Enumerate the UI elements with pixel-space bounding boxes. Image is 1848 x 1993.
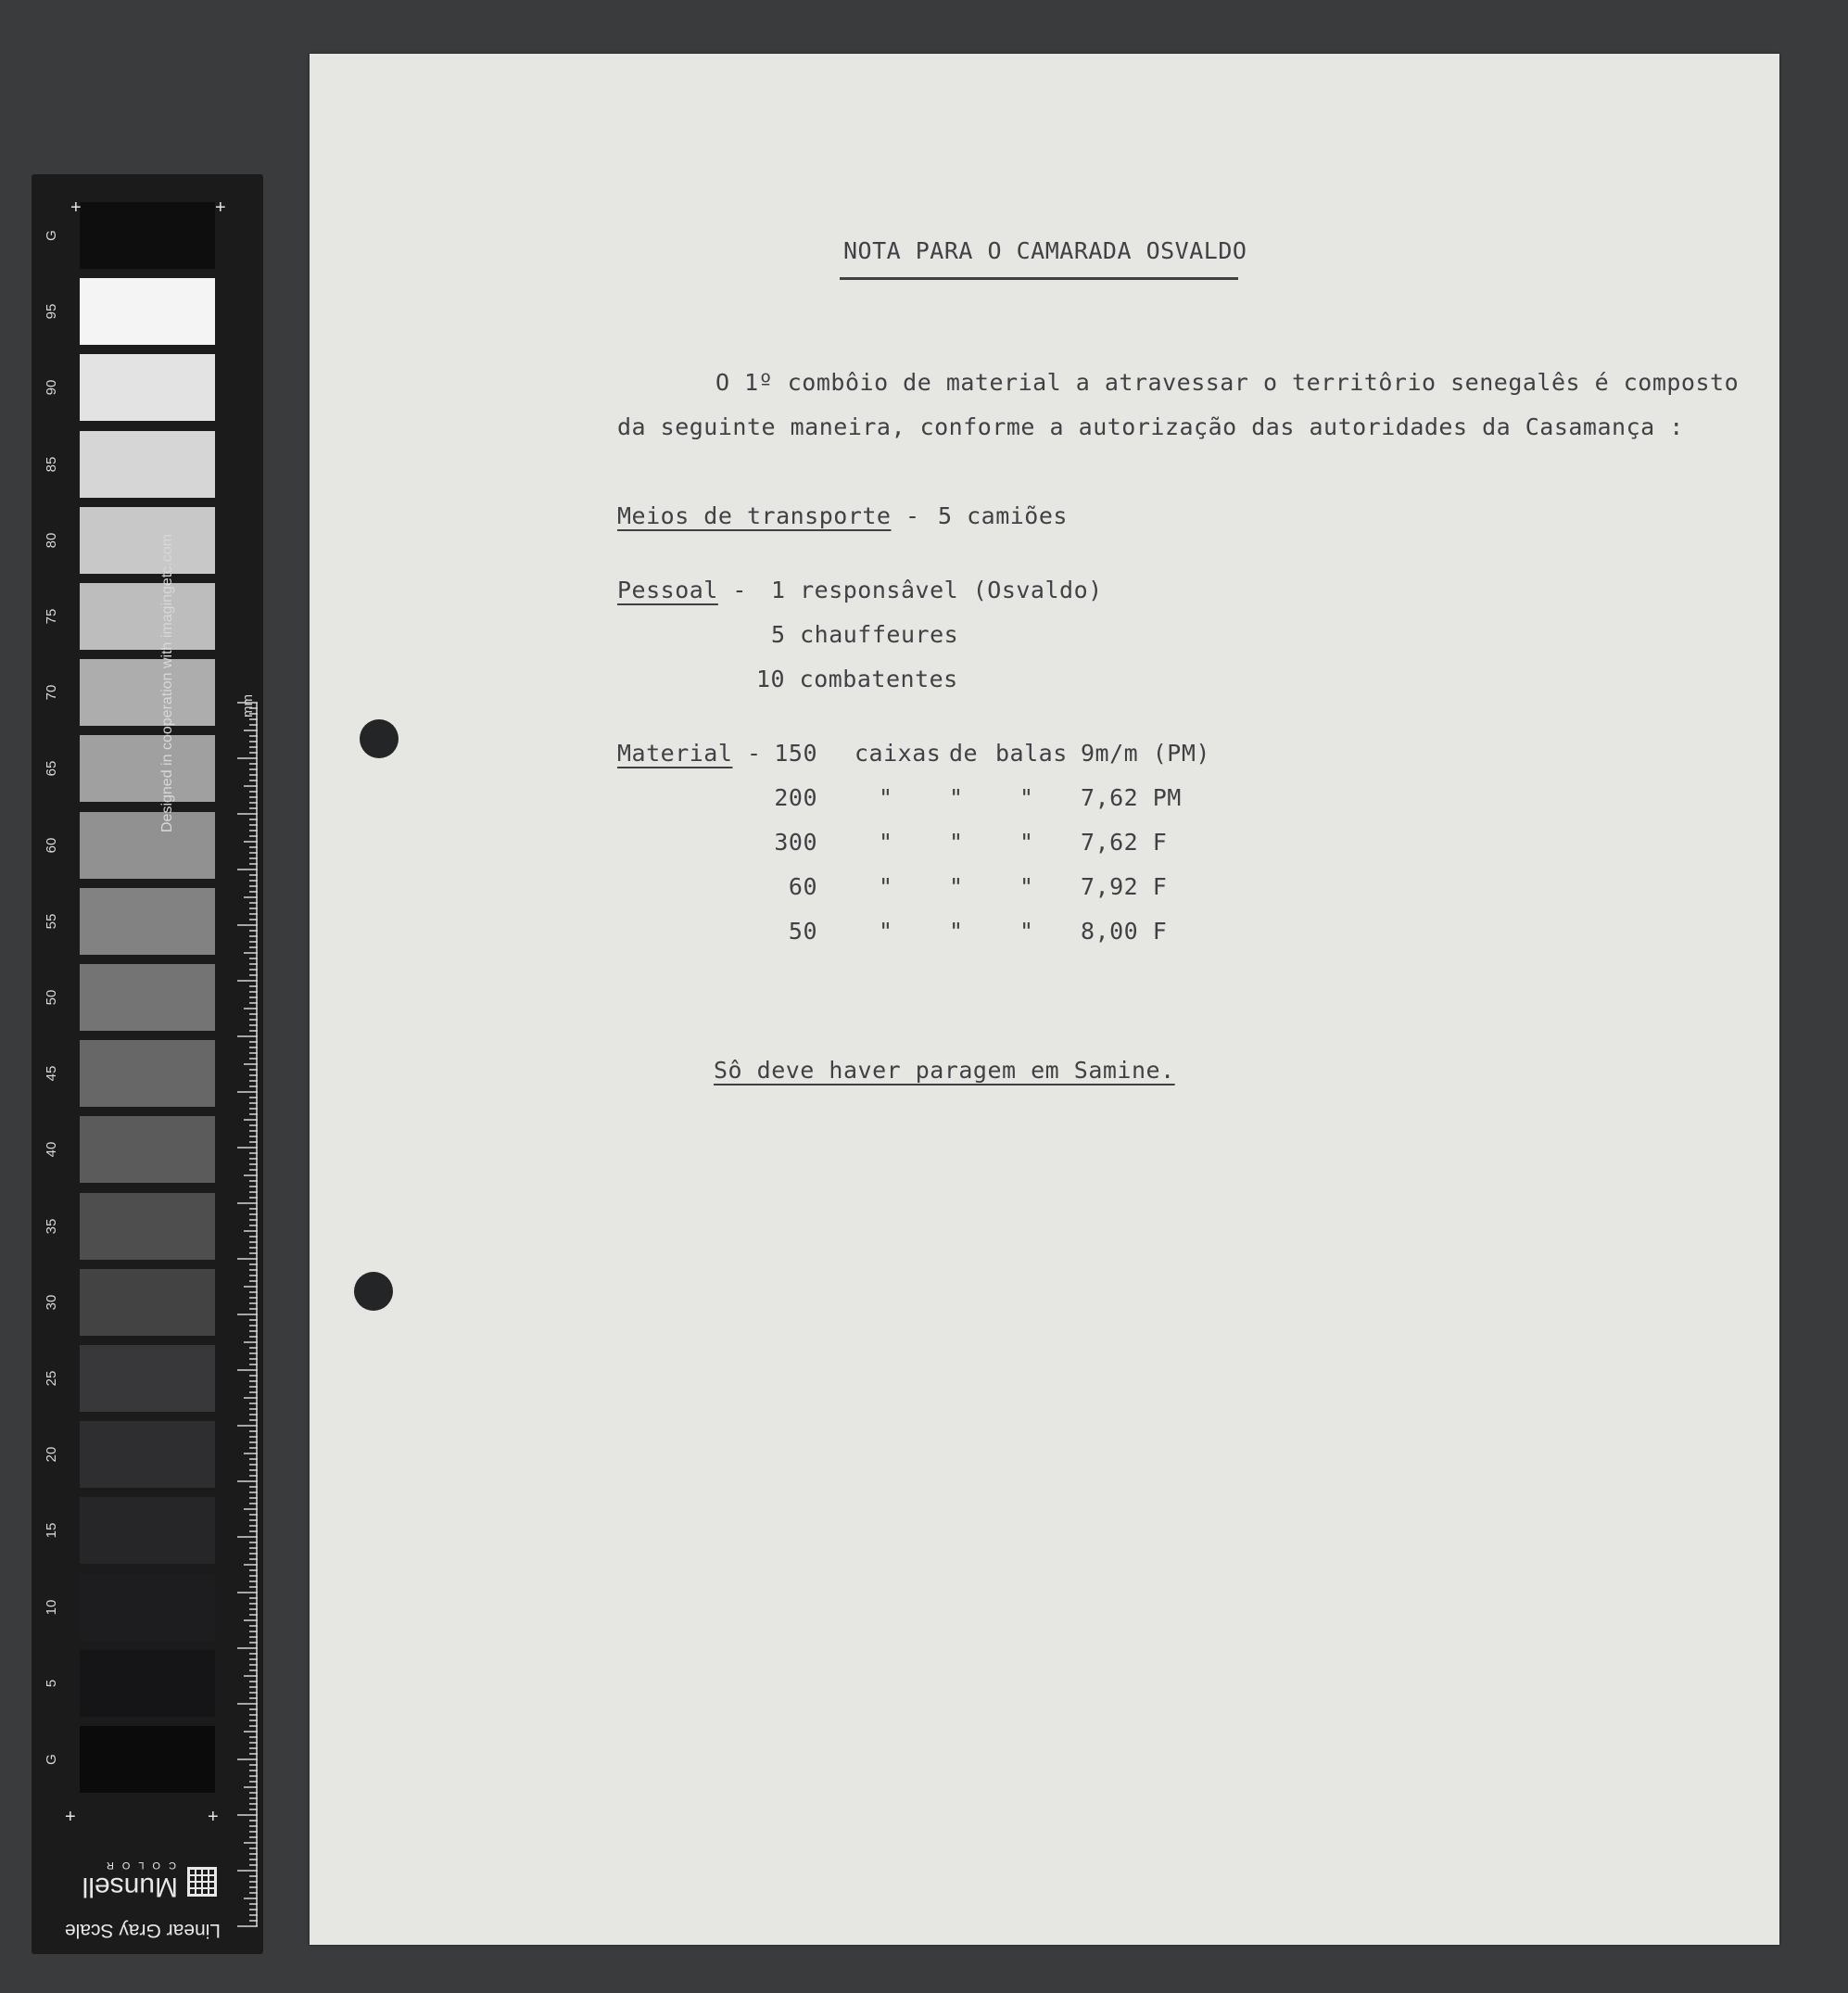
swatch-label: 55 [44, 913, 59, 930]
material-cell-c3: " [1019, 873, 1034, 900]
gray-swatch [80, 888, 215, 955]
paragraph-line-1: O 1º combôio de material a atravessar o territôrio senegalês é composto [715, 369, 1740, 396]
swatch-label: 25 [44, 1370, 59, 1387]
gray-swatch [80, 1421, 215, 1488]
munsell-brand [32, 1824, 263, 1954]
swatch-label: 85 [44, 456, 59, 472]
material-cell-c2: " [949, 784, 964, 811]
punch-hole [360, 719, 399, 758]
material-cell-c2: " [949, 873, 964, 900]
brand-sub: COLOR [97, 1860, 176, 1871]
gray-swatch [80, 1574, 215, 1641]
material-dash: - [732, 740, 762, 767]
brand-name: Munsell [82, 1872, 178, 1902]
designed-credit: Designed in cooperation with imagingetc.com [159, 534, 175, 832]
swatch-label: 20 [44, 1446, 59, 1463]
transport-row [617, 502, 920, 529]
brand-title: Linear Gray Scale [64, 1920, 222, 1941]
registration-mark: + [70, 197, 82, 218]
swatch-label: 10 [44, 1599, 59, 1615]
swatch-label: 50 [44, 989, 59, 1006]
document-page [310, 54, 1779, 1945]
material-row [617, 740, 762, 767]
transport-label: Meios de transporte [617, 502, 892, 529]
material-cell-c1: " [879, 784, 893, 811]
registration-mark: + [208, 1807, 219, 1827]
gray-swatch [80, 583, 215, 650]
material-cell-c3: " [1019, 784, 1034, 811]
material-cell-c1: " [879, 918, 893, 945]
material-cell-c1: caixas [854, 740, 942, 767]
material-cell-cal: 9m/m (PM) [1081, 740, 1210, 767]
munsell-grid-icon [187, 1867, 217, 1897]
material-cell-qty: 200 [774, 784, 817, 811]
material-cell-c1: " [879, 873, 893, 900]
gray-swatch [80, 1726, 215, 1793]
gray-swatch [80, 354, 215, 421]
registration-mark: + [215, 197, 226, 218]
material-cell-cal: 7,92 F [1081, 873, 1168, 900]
swatch-label: 30 [44, 1294, 59, 1311]
swatch-label: 5 [44, 1679, 59, 1687]
swatch-label: 75 [44, 608, 59, 625]
gray-swatch [80, 812, 215, 879]
pessoal-item: 10 combatentes [756, 666, 958, 692]
millimeter-ruler [234, 693, 258, 1936]
brand-logo [69, 1856, 217, 1902]
material-cell-qty: 50 [788, 918, 817, 945]
swatch-label: 15 [44, 1523, 59, 1539]
closing-note: Sô deve haver paragem em Samine. [714, 1057, 1175, 1084]
pessoal-item: 1 responsâvel (Osvaldo) [771, 577, 1103, 603]
swatch-label: 40 [44, 1142, 59, 1158]
swatch-label: 45 [44, 1065, 59, 1082]
pessoal-item: 5 chauffeures [771, 621, 959, 648]
page-title: NOTA PARA O CAMARADA OSVALDO [843, 237, 1247, 264]
material-cell-qty: 60 [788, 873, 817, 900]
gray-swatch [80, 431, 215, 498]
gray-swatch [80, 278, 215, 345]
gray-swatch [80, 202, 215, 269]
gray-swatch [80, 507, 215, 574]
transport-value: 5 camiões [938, 502, 1068, 529]
material-cell-cal: 7,62 F [1081, 829, 1168, 856]
mm-label: mm [240, 694, 256, 717]
swatch-label: 80 [44, 532, 59, 549]
paragraph-line-2: da seguinte maneira, conforme a autorização das autoridades da Casamança : [617, 413, 1684, 440]
gray-swatch [80, 964, 215, 1031]
material-cell-c1: " [879, 829, 893, 856]
swatch-label: G [44, 230, 59, 241]
swatch-label: 90 [44, 380, 59, 396]
swatch-label: G [44, 1754, 59, 1765]
gray-swatch [80, 1193, 215, 1260]
swatch-label: 70 [44, 684, 59, 701]
material-cell-c2: " [949, 829, 964, 856]
gray-swatch [80, 1116, 215, 1183]
gray-swatch [80, 1345, 215, 1412]
material-cell-qty: 150 [774, 740, 817, 767]
swatch-label: 35 [44, 1218, 59, 1234]
gray-swatch [80, 735, 215, 802]
pessoal-row [617, 577, 747, 603]
material-cell-c2: " [949, 918, 964, 945]
material-cell-qty: 300 [774, 829, 817, 856]
material-cell-cal: 7,62 PM [1081, 784, 1182, 811]
title-underline [840, 277, 1238, 280]
pessoal-label: Pessoal [617, 577, 718, 603]
material-cell-c2: de [949, 740, 979, 767]
material-cell-cal: 8,00 F [1081, 918, 1168, 945]
material-cell-c3: " [1019, 918, 1034, 945]
gray-swatch [80, 1040, 215, 1107]
material-cell-c3: " [1019, 829, 1034, 856]
swatch-label: 95 [44, 303, 59, 320]
material-label: Material [617, 740, 733, 767]
pessoal-dash: - [717, 577, 747, 603]
gray-swatch [80, 1650, 215, 1717]
material-cell-c3: balas [995, 740, 1068, 767]
transport-dash: - [891, 502, 920, 529]
gray-scale-card [32, 174, 263, 1954]
gray-swatch [80, 659, 215, 726]
punch-hole [354, 1272, 393, 1311]
swatch-label: 60 [44, 837, 59, 853]
gray-swatch [80, 1497, 215, 1564]
gray-swatch [80, 1269, 215, 1336]
registration-mark: + [65, 1807, 76, 1827]
swatch-label: 65 [44, 761, 59, 777]
